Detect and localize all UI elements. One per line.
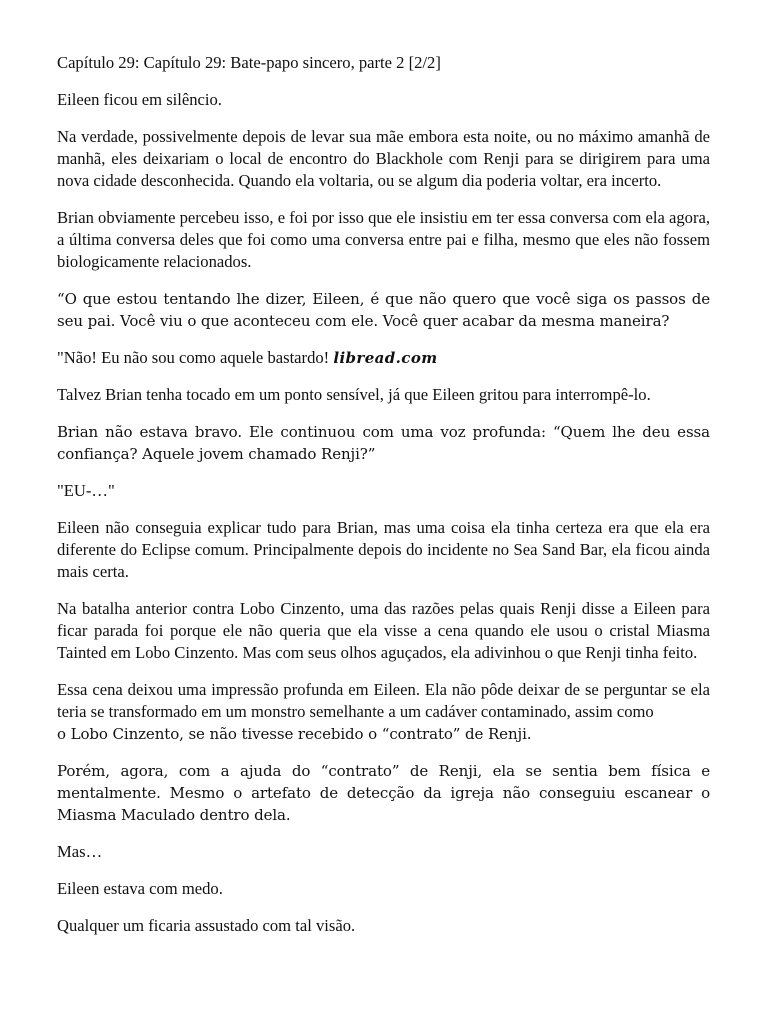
- paragraph: “O que estou tentando lhe dizer, Eileen, é que não quero que você siga os passos de seu pai. Você viu o que aconteceu com ele. Você quer acabar da mesma maneira?: [57, 290, 710, 330]
- paragraph: Na verdade, possivelmente depois de levar sua mãe embora esta noite, ou no máximo amanhã de manhã, eles deixariam o local de encontro do Blackhole com Renji para se dirigirem para uma nova cidade desconhecida. Quando ela voltaria, ou se algum dia poderia voltar, era incerto.: [57, 127, 710, 190]
- chapter-title: Capítulo 29: Capítulo 29: Bate-papo sincero, parte 2 [2/2]: [57, 53, 441, 72]
- paragraph: Eileen não conseguia explicar tudo para Brian, mas uma coisa ela tinha certeza era que ela era diferente do Eclipse comum. Principalmente depois do incidente no Sea Sand Bar, ela ficou ainda mais certa.: [57, 518, 710, 581]
- paragraph: Talvez Brian tenha tocado em um ponto sensível, já que Eileen gritou para interrompê-lo.: [57, 385, 651, 404]
- paragraph: Eileen estava com medo.: [57, 879, 223, 898]
- paragraph-text: o Lobo Cinzento, se não tivesse recebido o “contrato” de Renji.: [57, 725, 532, 743]
- paragraph-text: Essa cena deixou uma impressão profunda em Eileen. Ela não pôde deixar de se perguntar se ela teria se transformado em um monstro semelhante a um cadáver contaminado, assim como: [57, 680, 710, 721]
- document-page: [57, 52, 710, 952]
- watermark-text: libread.com: [333, 349, 438, 367]
- paragraph: Porém, agora, com a ajuda do “contrato” de Renji, ela se sentia bem física e mentalmente. Mesmo o artefato de detecção da igreja não conseguiu escanear o Miasma Maculado dentro dela.: [57, 762, 710, 824]
- paragraph-text: "Não! Eu não sou como aquele bastardo!: [57, 348, 330, 367]
- paragraph: [57, 679, 710, 745]
- paragraph: Mas…: [57, 842, 103, 861]
- paragraph: Eileen ficou em silêncio.: [57, 90, 222, 109]
- paragraph: Na batalha anterior contra Lobo Cinzento, uma das razões pelas quais Renji disse a Eileen para ficar parada foi porque ele não queria que ela visse a cena quando ele usou o cristal Miasma Tainted em Lobo Cinzento. Mas com seus olhos aguçados, ela adivinhou o que Renji tinha feito.: [57, 599, 710, 662]
- paragraph: Brian obviamente percebeu isso, e foi por isso que ele insistiu em ter essa conversa com ela agora, a última conversa deles que foi como uma conversa entre pai e filha, mesmo que eles não fossem biologicamente relacionados.: [57, 208, 710, 271]
- paragraph: Brian não estava bravo. Ele continuou com uma voz profunda: “Quem lhe deu essa confiança? Aquele jovem chamado Renji?”: [57, 423, 710, 463]
- paragraph: "EU-…": [57, 481, 115, 500]
- paragraph: Qualquer um ficaria assustado com tal visão.: [57, 916, 356, 935]
- paragraph-with-watermark: [57, 347, 710, 369]
